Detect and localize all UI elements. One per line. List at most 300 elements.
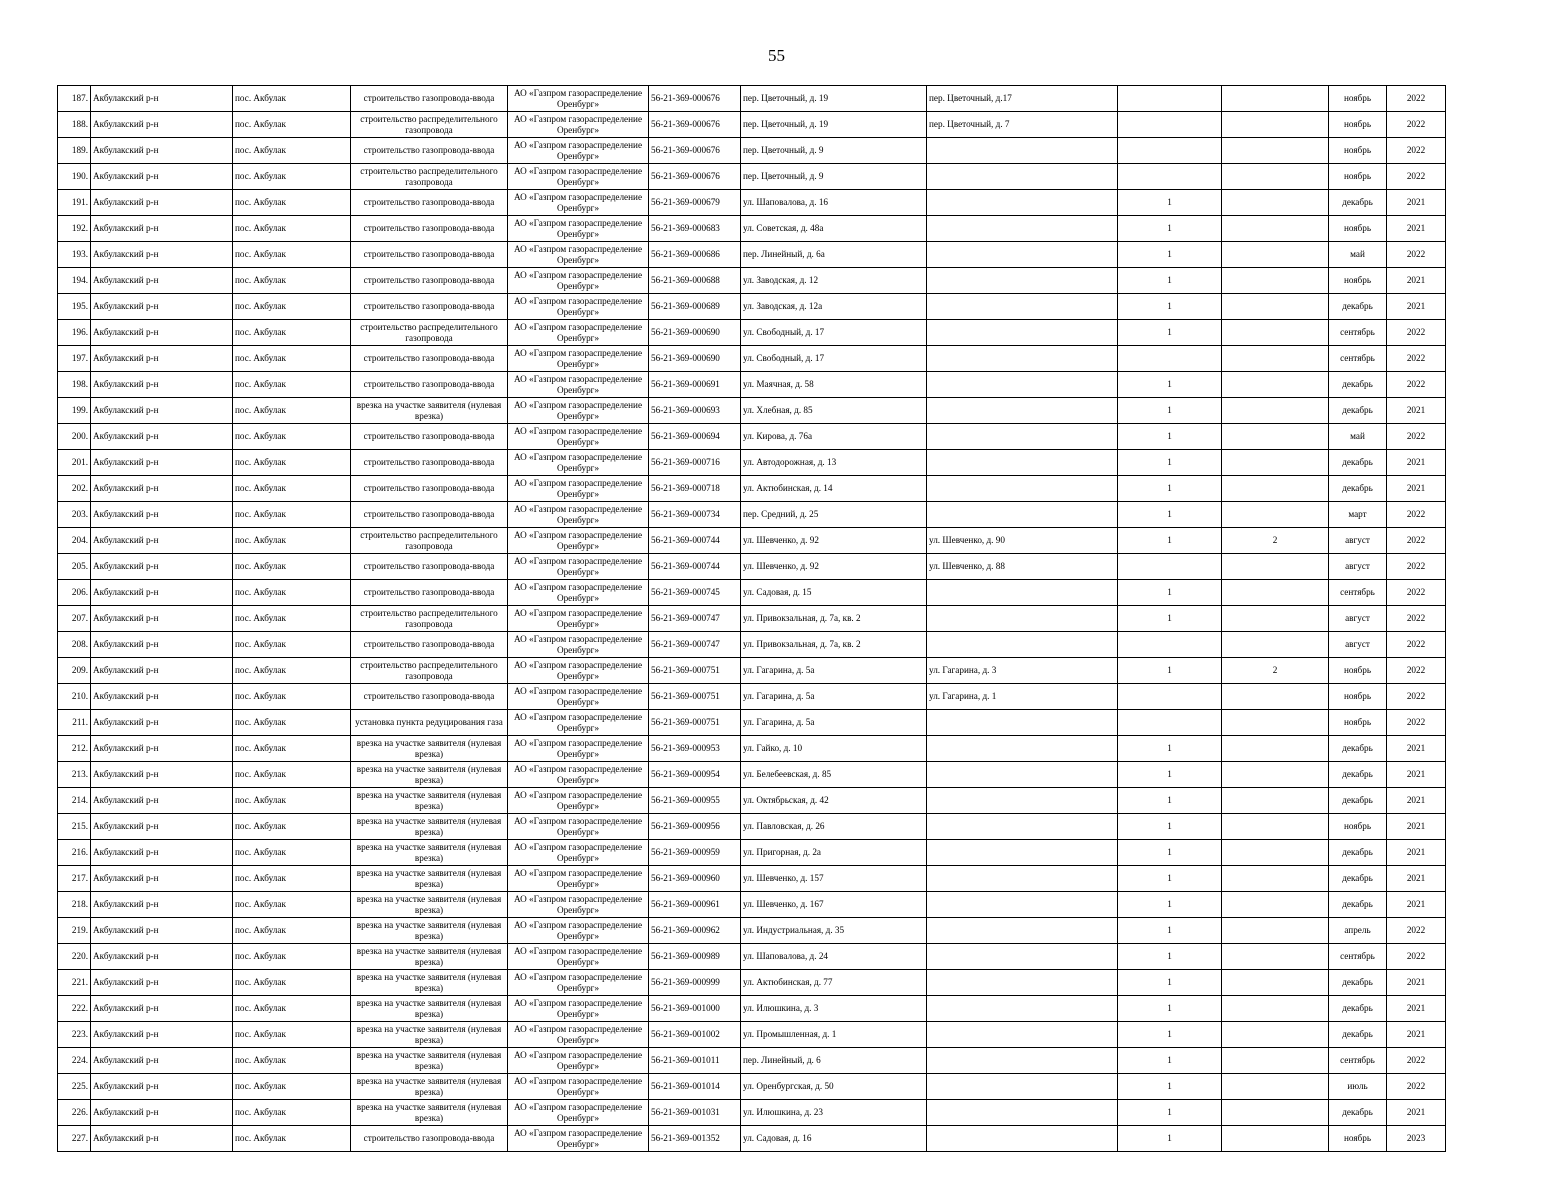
settlement-cell: пос. Акбулак	[233, 1022, 351, 1048]
work-type-cell: строительство распределительного газопровода	[351, 528, 508, 554]
month-cell: ноябрь	[1329, 1126, 1387, 1152]
code-cell: 56-21-369-000686	[649, 242, 741, 268]
table-row	[58, 788, 1446, 814]
quantity-2-cell	[1222, 840, 1329, 866]
code-cell: 56-21-369-000676	[649, 138, 741, 164]
quantity-1-cell: 1	[1118, 658, 1222, 684]
month-cell: ноябрь	[1329, 112, 1387, 138]
address-cell: пер. Цветочный, д. 19	[741, 86, 927, 112]
second-address-cell	[927, 736, 1118, 762]
quantity-2-cell	[1222, 86, 1329, 112]
second-address-cell	[927, 1100, 1118, 1126]
quantity-2-cell	[1222, 632, 1329, 658]
address-cell: ул. Шевченко, д. 92	[741, 528, 927, 554]
quantity-2-cell	[1222, 320, 1329, 346]
year-cell: 2022	[1387, 580, 1446, 606]
organization-cell: АО «Газпром газораспределение Оренбург»	[508, 294, 649, 320]
year-cell: 2021	[1387, 840, 1446, 866]
organization-cell: АО «Газпром газораспределение Оренбург»	[508, 164, 649, 190]
work-type-cell: врезка на участке заявителя (нулевая врезка)	[351, 814, 508, 840]
settlement-cell: пос. Акбулак	[233, 1074, 351, 1100]
address-cell: ул. Садовая, д. 16	[741, 1126, 927, 1152]
table-row	[58, 918, 1446, 944]
code-cell: 56-21-369-000690	[649, 320, 741, 346]
table-row	[58, 1100, 1446, 1126]
address-cell: ул. Актюбинская, д. 77	[741, 970, 927, 996]
table-row	[58, 1048, 1446, 1074]
table-row	[58, 658, 1446, 684]
quantity-2-cell	[1222, 996, 1329, 1022]
second-address-cell	[927, 762, 1118, 788]
work-type-cell: строительство газопровода-ввода	[351, 424, 508, 450]
second-address-cell	[927, 788, 1118, 814]
second-address-cell: ул. Шевченко, д. 90	[927, 528, 1118, 554]
settlement-cell: пос. Акбулак	[233, 294, 351, 320]
work-type-cell: строительство газопровода-ввода	[351, 268, 508, 294]
quantity-2-cell	[1222, 918, 1329, 944]
organization-cell: АО «Газпром газораспределение Оренбург»	[508, 1126, 649, 1152]
quantity-2-cell	[1222, 944, 1329, 970]
code-cell: 56-21-369-000953	[649, 736, 741, 762]
quantity-1-cell: 1	[1118, 1074, 1222, 1100]
second-address-cell	[927, 944, 1118, 970]
settlement-cell: пос. Акбулак	[233, 970, 351, 996]
year-cell: 2022	[1387, 242, 1446, 268]
year-cell: 2022	[1387, 372, 1446, 398]
organization-cell: АО «Газпром газораспределение Оренбург»	[508, 450, 649, 476]
district-cell: Акбулакский р-н	[91, 606, 233, 632]
code-cell: 56-21-369-000716	[649, 450, 741, 476]
quantity-2-cell	[1222, 580, 1329, 606]
district-cell: Акбулакский р-н	[91, 944, 233, 970]
settlement-cell: пос. Акбулак	[233, 658, 351, 684]
second-address-cell: пер. Цветочный, д.17	[927, 86, 1118, 112]
table-row	[58, 944, 1446, 970]
quantity-2-cell	[1222, 346, 1329, 372]
code-cell: 56-21-369-000989	[649, 944, 741, 970]
settlement-cell: пос. Акбулак	[233, 86, 351, 112]
district-cell: Акбулакский р-н	[91, 736, 233, 762]
quantity-1-cell: 1	[1118, 320, 1222, 346]
row-number-cell: 216.	[58, 840, 91, 866]
month-cell: декабрь	[1329, 294, 1387, 320]
code-cell: 56-21-369-001031	[649, 1100, 741, 1126]
month-cell: ноябрь	[1329, 164, 1387, 190]
quantity-2-cell	[1222, 216, 1329, 242]
work-type-cell: строительство распределительного газопровода	[351, 320, 508, 346]
district-cell: Акбулакский р-н	[91, 372, 233, 398]
row-number-cell: 197.	[58, 346, 91, 372]
second-address-cell	[927, 242, 1118, 268]
organization-cell: АО «Газпром газораспределение Оренбург»	[508, 1022, 649, 1048]
organization-cell: АО «Газпром газораспределение Оренбург»	[508, 1048, 649, 1074]
month-cell: сентябрь	[1329, 346, 1387, 372]
quantity-1-cell: 1	[1118, 840, 1222, 866]
second-address-cell	[927, 1126, 1118, 1152]
table-row	[58, 372, 1446, 398]
quantity-2-cell	[1222, 554, 1329, 580]
row-number-cell: 201.	[58, 450, 91, 476]
address-cell: ул. Автодорожная, д. 13	[741, 450, 927, 476]
table-row	[58, 190, 1446, 216]
second-address-cell: ул. Гагарина, д. 3	[927, 658, 1118, 684]
code-cell: 56-21-369-000734	[649, 502, 741, 528]
quantity-1-cell: 1	[1118, 476, 1222, 502]
work-type-cell: врезка на участке заявителя (нулевая врезка)	[351, 1074, 508, 1100]
year-cell: 2021	[1387, 814, 1446, 840]
work-type-cell: строительство распределительного газопровода	[351, 112, 508, 138]
work-type-cell: врезка на участке заявителя (нулевая врезка)	[351, 918, 508, 944]
month-cell: декабрь	[1329, 476, 1387, 502]
settlement-cell: пос. Акбулак	[233, 268, 351, 294]
settlement-cell: пос. Акбулак	[233, 788, 351, 814]
table-row	[58, 450, 1446, 476]
address-cell: пер. Линейный, д. 6	[741, 1048, 927, 1074]
second-address-cell	[927, 476, 1118, 502]
quantity-1-cell	[1118, 112, 1222, 138]
settlement-cell: пос. Акбулак	[233, 242, 351, 268]
month-cell: декабрь	[1329, 762, 1387, 788]
work-type-cell: строительство распределительного газопровода	[351, 606, 508, 632]
work-type-cell: строительство газопровода-ввода	[351, 242, 508, 268]
row-number-cell: 196.	[58, 320, 91, 346]
month-cell: ноябрь	[1329, 268, 1387, 294]
district-cell: Акбулакский р-н	[91, 1022, 233, 1048]
row-number-cell: 226.	[58, 1100, 91, 1126]
table-row	[58, 294, 1446, 320]
row-number-cell: 206.	[58, 580, 91, 606]
address-cell: ул. Гагарина, д. 5а	[741, 658, 927, 684]
district-cell: Акбулакский р-н	[91, 814, 233, 840]
row-number-cell: 208.	[58, 632, 91, 658]
table-row	[58, 684, 1446, 710]
quantity-1-cell: 1	[1118, 242, 1222, 268]
table-row	[58, 632, 1446, 658]
month-cell: ноябрь	[1329, 710, 1387, 736]
quantity-1-cell: 1	[1118, 762, 1222, 788]
quantity-1-cell: 1	[1118, 294, 1222, 320]
month-cell: декабрь	[1329, 736, 1387, 762]
row-number-cell: 223.	[58, 1022, 91, 1048]
quantity-1-cell: 1	[1118, 450, 1222, 476]
work-type-cell: врезка на участке заявителя (нулевая врезка)	[351, 1022, 508, 1048]
month-cell: сентябрь	[1329, 1048, 1387, 1074]
district-cell: Акбулакский р-н	[91, 710, 233, 736]
row-number-cell: 205.	[58, 554, 91, 580]
district-cell: Акбулакский р-н	[91, 1126, 233, 1152]
work-type-cell: строительство газопровода-ввода	[351, 86, 508, 112]
quantity-2-cell	[1222, 294, 1329, 320]
year-cell: 2021	[1387, 450, 1446, 476]
table-row	[58, 164, 1446, 190]
district-cell: Акбулакский р-н	[91, 138, 233, 164]
organization-cell: АО «Газпром газораспределение Оренбург»	[508, 684, 649, 710]
second-address-cell	[927, 294, 1118, 320]
table-row	[58, 528, 1446, 554]
code-cell: 56-21-369-000679	[649, 190, 741, 216]
settlement-cell: пос. Акбулак	[233, 112, 351, 138]
settlement-cell: пос. Акбулак	[233, 138, 351, 164]
month-cell: декабрь	[1329, 450, 1387, 476]
month-cell: ноябрь	[1329, 216, 1387, 242]
work-type-cell: врезка на участке заявителя (нулевая врезка)	[351, 736, 508, 762]
organization-cell: АО «Газпром газораспределение Оренбург»	[508, 190, 649, 216]
year-cell: 2021	[1387, 1022, 1446, 1048]
row-number-cell: 221.	[58, 970, 91, 996]
address-cell: пер. Линейный, д. 6а	[741, 242, 927, 268]
quantity-2-cell	[1222, 1126, 1329, 1152]
code-cell: 56-21-369-000718	[649, 476, 741, 502]
district-cell: Акбулакский р-н	[91, 632, 233, 658]
year-cell: 2021	[1387, 762, 1446, 788]
second-address-cell	[927, 138, 1118, 164]
organization-cell: АО «Газпром газораспределение Оренбург»	[508, 1074, 649, 1100]
quantity-1-cell: 1	[1118, 1022, 1222, 1048]
second-address-cell	[927, 398, 1118, 424]
quantity-1-cell	[1118, 710, 1222, 736]
table-row	[58, 710, 1446, 736]
work-type-cell: строительство газопровода-ввода	[351, 632, 508, 658]
year-cell: 2022	[1387, 944, 1446, 970]
work-type-cell: строительство газопровода-ввода	[351, 476, 508, 502]
settlement-cell: пос. Акбулак	[233, 346, 351, 372]
month-cell: июль	[1329, 1074, 1387, 1100]
row-number-cell: 217.	[58, 866, 91, 892]
year-cell: 2022	[1387, 684, 1446, 710]
month-cell: декабрь	[1329, 866, 1387, 892]
address-cell: ул. Гагарина, д. 5а	[741, 710, 927, 736]
table-row	[58, 996, 1446, 1022]
address-cell: ул. Шаповалова, д. 16	[741, 190, 927, 216]
year-cell: 2021	[1387, 268, 1446, 294]
district-cell: Акбулакский р-н	[91, 346, 233, 372]
work-type-cell: установка пункта редуцирования газа	[351, 710, 508, 736]
quantity-1-cell: 1	[1118, 424, 1222, 450]
address-cell: ул. Октябрьская, д. 42	[741, 788, 927, 814]
quantity-1-cell	[1118, 684, 1222, 710]
second-address-cell	[927, 892, 1118, 918]
code-cell: 56-21-369-000694	[649, 424, 741, 450]
row-number-cell: 195.	[58, 294, 91, 320]
settlement-cell: пос. Акбулак	[233, 814, 351, 840]
quantity-2-cell	[1222, 1048, 1329, 1074]
row-number-cell: 211.	[58, 710, 91, 736]
quantity-1-cell	[1118, 554, 1222, 580]
second-address-cell	[927, 996, 1118, 1022]
work-type-cell: строительство распределительного газопровода	[351, 658, 508, 684]
quantity-1-cell: 1	[1118, 918, 1222, 944]
district-cell: Акбулакский р-н	[91, 216, 233, 242]
quantity-1-cell	[1118, 346, 1222, 372]
district-cell: Акбулакский р-н	[91, 294, 233, 320]
month-cell: май	[1329, 424, 1387, 450]
row-number-cell: 224.	[58, 1048, 91, 1074]
settlement-cell: пос. Акбулак	[233, 684, 351, 710]
quantity-1-cell: 1	[1118, 892, 1222, 918]
table-body	[58, 86, 1446, 1152]
quantity-2-cell	[1222, 814, 1329, 840]
quantity-1-cell: 1	[1118, 814, 1222, 840]
second-address-cell	[927, 216, 1118, 242]
month-cell: декабрь	[1329, 372, 1387, 398]
code-cell: 56-21-369-000956	[649, 814, 741, 840]
quantity-1-cell: 1	[1118, 528, 1222, 554]
year-cell: 2022	[1387, 918, 1446, 944]
code-cell: 56-21-369-000954	[649, 762, 741, 788]
code-cell: 56-21-369-001014	[649, 1074, 741, 1100]
address-cell: ул. Пригорная, д. 2а	[741, 840, 927, 866]
organization-cell: АО «Газпром газораспределение Оренбург»	[508, 866, 649, 892]
year-cell: 2022	[1387, 138, 1446, 164]
settlement-cell: пос. Акбулак	[233, 840, 351, 866]
row-number-cell: 200.	[58, 424, 91, 450]
address-cell: ул. Илюшкина, д. 23	[741, 1100, 927, 1126]
settlement-cell: пос. Акбулак	[233, 1126, 351, 1152]
table-row	[58, 268, 1446, 294]
year-cell: 2022	[1387, 86, 1446, 112]
row-number-cell: 202.	[58, 476, 91, 502]
quantity-2-cell	[1222, 970, 1329, 996]
address-cell: ул. Шаповалова, д. 24	[741, 944, 927, 970]
row-number-cell: 207.	[58, 606, 91, 632]
row-number-cell: 192.	[58, 216, 91, 242]
code-cell: 56-21-369-000959	[649, 840, 741, 866]
work-type-cell: врезка на участке заявителя (нулевая врезка)	[351, 996, 508, 1022]
settlement-cell: пос. Акбулак	[233, 762, 351, 788]
work-type-cell: строительство газопровода-ввода	[351, 138, 508, 164]
organization-cell: АО «Газпром газораспределение Оренбург»	[508, 840, 649, 866]
work-type-cell: врезка на участке заявителя (нулевая врезка)	[351, 840, 508, 866]
address-cell: ул. Шевченко, д. 92	[741, 554, 927, 580]
address-cell: ул. Свободный, д. 17	[741, 320, 927, 346]
month-cell: сентябрь	[1329, 320, 1387, 346]
month-cell: декабрь	[1329, 398, 1387, 424]
address-cell: ул. Садовая, д. 15	[741, 580, 927, 606]
quantity-1-cell: 1	[1118, 1100, 1222, 1126]
second-address-cell	[927, 580, 1118, 606]
second-address-cell	[927, 190, 1118, 216]
settlement-cell: пос. Акбулак	[233, 164, 351, 190]
second-address-cell	[927, 710, 1118, 736]
quantity-1-cell	[1118, 86, 1222, 112]
code-cell: 56-21-369-000676	[649, 86, 741, 112]
organization-cell: АО «Газпром газораспределение Оренбург»	[508, 710, 649, 736]
organization-cell: АО «Газпром газораспределение Оренбург»	[508, 242, 649, 268]
table-row	[58, 1126, 1446, 1152]
table-row	[58, 762, 1446, 788]
year-cell: 2022	[1387, 502, 1446, 528]
work-type-cell: строительство распределительного газопровода	[351, 164, 508, 190]
second-address-cell	[927, 346, 1118, 372]
month-cell: декабрь	[1329, 892, 1387, 918]
month-cell: декабрь	[1329, 788, 1387, 814]
year-cell: 2022	[1387, 658, 1446, 684]
month-cell: декабрь	[1329, 970, 1387, 996]
settlement-cell: пос. Акбулак	[233, 320, 351, 346]
code-cell: 56-21-369-000751	[649, 710, 741, 736]
quantity-1-cell	[1118, 164, 1222, 190]
year-cell: 2022	[1387, 606, 1446, 632]
code-cell: 56-21-369-001000	[649, 996, 741, 1022]
second-address-cell: ул. Шевченко, д. 88	[927, 554, 1118, 580]
year-cell: 2021	[1387, 294, 1446, 320]
code-cell: 56-21-369-000960	[649, 866, 741, 892]
work-type-cell: строительство газопровода-ввода	[351, 346, 508, 372]
table-row	[58, 112, 1446, 138]
address-cell: ул. Гайко, д. 10	[741, 736, 927, 762]
district-cell: Акбулакский р-н	[91, 580, 233, 606]
organization-cell: АО «Газпром газораспределение Оренбург»	[508, 554, 649, 580]
month-cell: сентябрь	[1329, 580, 1387, 606]
address-cell: ул. Промышленная, д. 1	[741, 1022, 927, 1048]
code-cell: 56-21-369-000744	[649, 528, 741, 554]
quantity-1-cell: 1	[1118, 970, 1222, 996]
register-table	[57, 85, 1446, 1152]
district-cell: Акбулакский р-н	[91, 1100, 233, 1126]
table-row	[58, 346, 1446, 372]
row-number-cell: 213.	[58, 762, 91, 788]
second-address-cell	[927, 866, 1118, 892]
quantity-1-cell: 1	[1118, 372, 1222, 398]
quantity-1-cell	[1118, 138, 1222, 164]
second-address-cell	[927, 814, 1118, 840]
month-cell: август	[1329, 554, 1387, 580]
code-cell: 56-21-369-000744	[649, 554, 741, 580]
address-cell: ул. Свободный, д. 17	[741, 346, 927, 372]
quantity-2-cell	[1222, 372, 1329, 398]
row-number-cell: 212.	[58, 736, 91, 762]
table-row	[58, 554, 1446, 580]
year-cell: 2021	[1387, 736, 1446, 762]
settlement-cell: пос. Акбулак	[233, 190, 351, 216]
address-cell: ул. Индустриальная, д. 35	[741, 918, 927, 944]
second-address-cell	[927, 320, 1118, 346]
district-cell: Акбулакский р-н	[91, 554, 233, 580]
month-cell: декабрь	[1329, 190, 1387, 216]
second-address-cell	[927, 1074, 1118, 1100]
year-cell: 2022	[1387, 112, 1446, 138]
table-row	[58, 736, 1446, 762]
code-cell: 56-21-369-000688	[649, 268, 741, 294]
month-cell: август	[1329, 606, 1387, 632]
year-cell: 2022	[1387, 554, 1446, 580]
table-row	[58, 320, 1446, 346]
work-type-cell: строительство газопровода-ввода	[351, 580, 508, 606]
work-type-cell: врезка на участке заявителя (нулевая врезка)	[351, 970, 508, 996]
row-number-cell: 204.	[58, 528, 91, 554]
second-address-cell	[927, 632, 1118, 658]
organization-cell: АО «Газпром газораспределение Оренбург»	[508, 892, 649, 918]
organization-cell: АО «Газпром газораспределение Оренбург»	[508, 216, 649, 242]
year-cell: 2021	[1387, 970, 1446, 996]
organization-cell: АО «Газпром газораспределение Оренбург»	[508, 372, 649, 398]
organization-cell: АО «Газпром газораспределение Оренбург»	[508, 112, 649, 138]
work-type-cell: врезка на участке заявителя (нулевая врезка)	[351, 866, 508, 892]
district-cell: Акбулакский р-н	[91, 320, 233, 346]
quantity-2-cell	[1222, 762, 1329, 788]
organization-cell: АО «Газпром газораспределение Оренбург»	[508, 268, 649, 294]
row-number-cell: 215.	[58, 814, 91, 840]
address-cell: ул. Заводская, д. 12	[741, 268, 927, 294]
second-address-cell: ул. Гагарина, д. 1	[927, 684, 1118, 710]
settlement-cell: пос. Акбулак	[233, 1048, 351, 1074]
code-cell: 56-21-369-001352	[649, 1126, 741, 1152]
quantity-1-cell: 1	[1118, 268, 1222, 294]
work-type-cell: врезка на участке заявителя (нулевая врезка)	[351, 944, 508, 970]
row-number-cell: 227.	[58, 1126, 91, 1152]
organization-cell: АО «Газпром газораспределение Оренбург»	[508, 606, 649, 632]
year-cell: 2022	[1387, 424, 1446, 450]
